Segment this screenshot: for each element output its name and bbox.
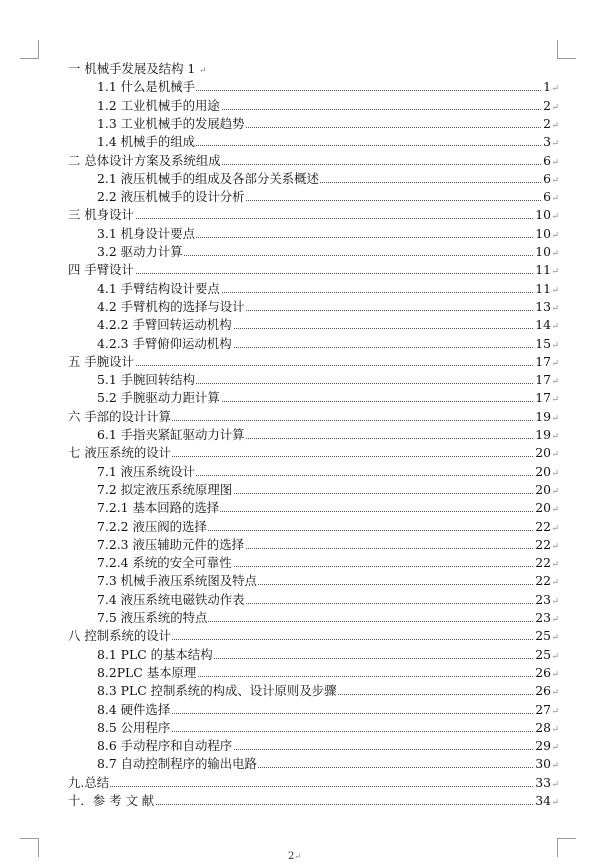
paragraph-mark-icon: ↵ xyxy=(551,84,559,95)
toc-entry-page: 25 xyxy=(535,646,551,662)
toc-entry-page: 13 xyxy=(535,298,551,314)
toc-entry[interactable] xyxy=(0,170,589,188)
toc-entry[interactable] xyxy=(0,774,589,792)
toc-entry-page: 17 xyxy=(535,390,551,406)
toc-entry[interactable] xyxy=(0,115,589,133)
toc-entry-page: 17 xyxy=(535,372,551,388)
toc-entry-title: 三 机身设计 xyxy=(68,207,134,223)
toc-entry-page: 19 xyxy=(535,427,551,442)
toc-entry-page: 1 xyxy=(543,79,551,95)
paragraph-mark-icon: ↵ xyxy=(551,157,559,168)
corner-mark-top-left xyxy=(20,40,39,59)
toc-entry-title: 4.2.3 手臂俯仰运动机构 xyxy=(97,335,232,351)
paragraph-mark-icon: ↵ xyxy=(199,66,207,76)
toc-entry[interactable] xyxy=(0,316,589,334)
paragraph-mark-icon: ↵ xyxy=(551,578,559,589)
toc-entry[interactable] xyxy=(0,353,589,371)
toc-entry[interactable] xyxy=(0,646,589,664)
paragraph-mark-icon: ↵ xyxy=(551,395,559,406)
paragraph-mark-icon: ↵ xyxy=(551,285,559,296)
toc-entry[interactable] xyxy=(0,133,589,151)
paragraph-mark-icon: ↵ xyxy=(551,267,559,278)
toc-entry[interactable] xyxy=(0,719,589,737)
toc-entry-page: 15 xyxy=(535,335,551,351)
paragraph-mark-icon: ↵ xyxy=(551,505,559,516)
paragraph-mark-icon: ↵ xyxy=(551,761,559,772)
paragraph-mark-icon: ↵ xyxy=(551,615,559,625)
toc-entry-title: 九.总结 xyxy=(68,774,110,790)
toc-entry[interactable] xyxy=(0,78,589,96)
toc-entry[interactable] xyxy=(0,335,589,353)
toc-entry-page: 14 xyxy=(535,317,551,333)
paragraph-mark-icon: ↵ xyxy=(551,303,559,314)
toc-entry[interactable] xyxy=(0,627,589,645)
toc-entry-title: 十．参 考 文 献 xyxy=(68,793,155,808)
toc-entry-title: 8.6 手动程序和自动程序 xyxy=(97,738,233,754)
toc-entry[interactable] xyxy=(0,792,589,810)
toc-entry[interactable] xyxy=(0,609,589,627)
toc-entry-page: 6 xyxy=(543,152,551,168)
toc-entry-title: 7.2.4 系统的安全可靠性 xyxy=(97,555,232,571)
toc-leader-dots xyxy=(68,273,551,274)
toc-entry[interactable] xyxy=(0,225,589,243)
toc-entry-page: 20 xyxy=(535,481,551,497)
toc-entry-title: 7.2.3 液压辅助元件的选择 xyxy=(97,536,244,552)
toc-entry[interactable] xyxy=(0,755,589,773)
paragraph-mark-icon: ↵ xyxy=(551,212,559,223)
paragraph-mark-icon: ↵ xyxy=(551,249,559,259)
toc-entry-title: 1.4 机械手的组成 xyxy=(97,134,195,150)
toc-entry-title: 8.3 PLC 控制系统的构成、设计原则及步骤 xyxy=(97,683,337,699)
toc-entry[interactable] xyxy=(0,60,589,78)
toc-entry[interactable] xyxy=(0,188,589,206)
paragraph-mark-icon: ↵ xyxy=(551,322,559,333)
toc-entry-title: 1.3 工业机械手的发展趋势 xyxy=(97,115,245,131)
toc-entry-page: 23 xyxy=(535,591,551,607)
paragraph-mark-icon: ↵ xyxy=(551,340,559,351)
toc-entry[interactable] xyxy=(0,408,589,426)
paragraph-mark-icon: ↵ xyxy=(551,230,559,241)
toc-entry-title: 8.2PLC 基本原理 xyxy=(97,664,197,680)
toc-entry-title: 8.5 公用程序 xyxy=(97,719,171,735)
toc-entry[interactable] xyxy=(0,572,589,590)
paragraph-mark-icon: ↵ xyxy=(551,541,559,552)
page-number-text: 2 xyxy=(287,851,295,862)
toc-entry-page: 22 xyxy=(535,536,551,552)
paragraph-mark-icon: ↵ xyxy=(551,413,559,424)
toc-entry-page: 10 xyxy=(535,244,551,259)
page-number: 2↵ xyxy=(287,851,302,862)
toc-entry-title: 7.2.1 基本回路的选择 xyxy=(97,500,220,516)
toc-entry[interactable] xyxy=(0,481,589,499)
toc-entry-title: 1.2 工业机械手的用途 xyxy=(97,97,220,113)
toc-entry-page: 26 xyxy=(535,664,551,680)
paragraph-mark-icon: ↵ xyxy=(551,798,559,808)
toc-entry-title: 7.5 液压系统的特点 xyxy=(97,610,208,625)
paragraph-mark-icon: ↵ xyxy=(551,651,559,662)
toc-entry[interactable] xyxy=(0,463,589,481)
toc-entry[interactable] xyxy=(0,664,589,682)
paragraph-mark-icon: ↵ xyxy=(551,596,559,607)
toc-entry-title: 4.2 手臂机构的选择与设计 xyxy=(97,298,245,314)
toc-entry[interactable] xyxy=(0,426,589,444)
toc-entry[interactable] xyxy=(0,97,589,115)
toc-entry-page: 20 xyxy=(535,463,551,479)
toc-entry[interactable] xyxy=(0,591,589,609)
toc-entry-page: 11 xyxy=(535,280,551,296)
toc-entry-title: 5.1 手腕回转结构 xyxy=(97,372,195,388)
toc-entry-title: 八 控制系统的设计 xyxy=(68,628,172,644)
toc-leader-dots xyxy=(68,786,551,787)
toc-entry-page: 19 xyxy=(535,408,551,424)
toc-entry-title: 7.2.2 液压阀的选择 xyxy=(97,518,207,534)
toc-entry-title: 4.2.2 手臂回转运动机构 xyxy=(97,317,232,333)
toc-entry-title: 二 总体设计方案及系统组成 xyxy=(68,152,221,168)
toc-entry[interactable] xyxy=(0,261,589,279)
toc-entry-page: 29 xyxy=(535,738,551,754)
toc-entry-page: 2 xyxy=(543,97,551,113)
toc-entry[interactable] xyxy=(0,243,589,261)
toc-entry-page: 34 xyxy=(535,793,551,808)
toc-entry-page: 33 xyxy=(535,774,551,790)
toc-entry[interactable] xyxy=(0,518,589,536)
paragraph-mark-icon: ↵ xyxy=(551,120,559,131)
paragraph-mark-icon: ↵ xyxy=(551,377,559,388)
paragraph-mark-icon: ↵ xyxy=(551,706,559,717)
paragraph-mark-icon: ↵ xyxy=(551,102,559,113)
toc-entry[interactable] xyxy=(0,371,589,389)
toc-entry[interactable] xyxy=(0,280,589,298)
toc-entry-title: 2.2 液压机械手的设计分析 xyxy=(97,189,245,205)
toc-entry-page: 30 xyxy=(535,756,551,772)
toc-entry-page: 26 xyxy=(535,683,551,699)
toc-entry-title: 1.1 什么是机械手 xyxy=(97,79,195,95)
toc-entry-page: 22 xyxy=(535,555,551,571)
toc-entry-page: 6 xyxy=(543,170,551,186)
toc-entry-page: 10 xyxy=(535,225,551,241)
paragraph-mark-icon: ↵ xyxy=(551,468,559,479)
toc-entry[interactable] xyxy=(0,152,589,170)
paragraph-mark-icon: ↵ xyxy=(551,175,559,186)
corner-mark-top-right xyxy=(557,40,576,59)
paragraph-mark-icon: ↵ xyxy=(551,432,559,442)
toc-entry-title: 一 机械手发展及结构 1 xyxy=(68,61,196,76)
toc-entry-title: 4.1 手臂结构设计要点 xyxy=(97,280,220,296)
toc-entry[interactable] xyxy=(0,536,589,554)
paragraph-mark-icon: ↵ xyxy=(551,523,559,534)
paragraph-mark-icon: ↵ xyxy=(551,669,559,680)
toc-entry-title: 7.2 拟定液压系统原理图 xyxy=(97,481,233,497)
toc-entry-page: 27 xyxy=(535,701,551,717)
toc-entry-page: 22 xyxy=(535,518,551,534)
toc-entry-title: 8.1 PLC 的基本结构 xyxy=(97,646,213,662)
toc-entry-title: 7.4 液压系统电磁铁动作表 xyxy=(97,591,245,607)
toc-entry-page: 25 xyxy=(535,628,551,644)
toc-entry[interactable] xyxy=(0,682,589,700)
toc-entry-title: 5.2 手腕驱动力距计算 xyxy=(97,390,220,406)
toc-entry-page: 11 xyxy=(535,262,551,278)
toc-entry-title: 6.1 手指夹紧缸驱动力计算 xyxy=(97,427,245,442)
toc-entry[interactable] xyxy=(0,389,589,407)
toc-entry-title: 七 液压系统的设计 xyxy=(68,445,172,461)
toc-entry-title: 8.4 硬件选择 xyxy=(97,701,171,717)
toc-entry-title: 六 手部的设计计算 xyxy=(68,408,172,424)
toc-entry-page: 17 xyxy=(535,353,551,369)
toc-leader-dots xyxy=(68,365,551,366)
toc-entry[interactable] xyxy=(0,701,589,719)
paragraph-mark-icon: ↵ xyxy=(551,450,559,461)
paragraph-mark-icon: ↵ xyxy=(551,633,559,644)
paragraph-mark-icon: ↵ xyxy=(551,688,559,699)
toc-entry-page: 3 xyxy=(543,134,551,150)
toc-entry-title: 3.1 机身设计要点 xyxy=(97,225,195,241)
toc-leader-dots xyxy=(68,218,551,219)
toc-entry-page: 10 xyxy=(535,207,551,223)
paragraph-mark-icon: ↵ xyxy=(551,486,559,497)
toc-entry-page: 28 xyxy=(535,719,551,735)
toc-entry-title: 五 手腕设计 xyxy=(68,353,134,369)
toc-entry[interactable] xyxy=(0,298,589,316)
paragraph-mark-icon: ↵ xyxy=(551,194,559,205)
toc-entry[interactable] xyxy=(0,206,589,224)
toc-entry-page: 20 xyxy=(535,445,551,461)
toc-entry-title: 四 手臂设计 xyxy=(68,262,134,278)
toc-entry-page: 22 xyxy=(535,573,551,589)
paragraph-mark-icon: ↵ xyxy=(551,358,559,369)
paragraph-mark-icon: ↵ xyxy=(551,724,559,735)
toc-entry-title: 7.3 机械手液压系统图及特点 xyxy=(97,573,257,589)
toc-entry[interactable] xyxy=(0,444,589,462)
toc-entry-title: 2.1 液压机械手的组成及各部分关系概述 xyxy=(97,170,319,186)
toc-entry-title: 8.7 自动控制程序的输出电路 xyxy=(97,756,257,772)
toc-entry-page: 20 xyxy=(535,500,551,516)
paragraph-mark-icon: ↵ xyxy=(551,560,559,571)
toc-entry-title: 3.2 驱动力计算 xyxy=(97,244,183,259)
toc-entry[interactable] xyxy=(0,499,589,517)
toc-entry-page: 23 xyxy=(535,610,551,625)
toc-entry-page: 2 xyxy=(543,115,551,131)
toc-entry[interactable] xyxy=(0,737,589,755)
toc-entry[interactable] xyxy=(0,554,589,572)
paragraph-mark-icon: ↵ xyxy=(551,743,559,754)
toc-entry-page: 6 xyxy=(543,189,551,205)
paragraph-mark-icon: ↵ xyxy=(551,779,559,790)
paragraph-mark-icon: ↵ xyxy=(551,139,559,150)
toc-entry-title: 7.1 液压系统设计 xyxy=(97,463,195,479)
